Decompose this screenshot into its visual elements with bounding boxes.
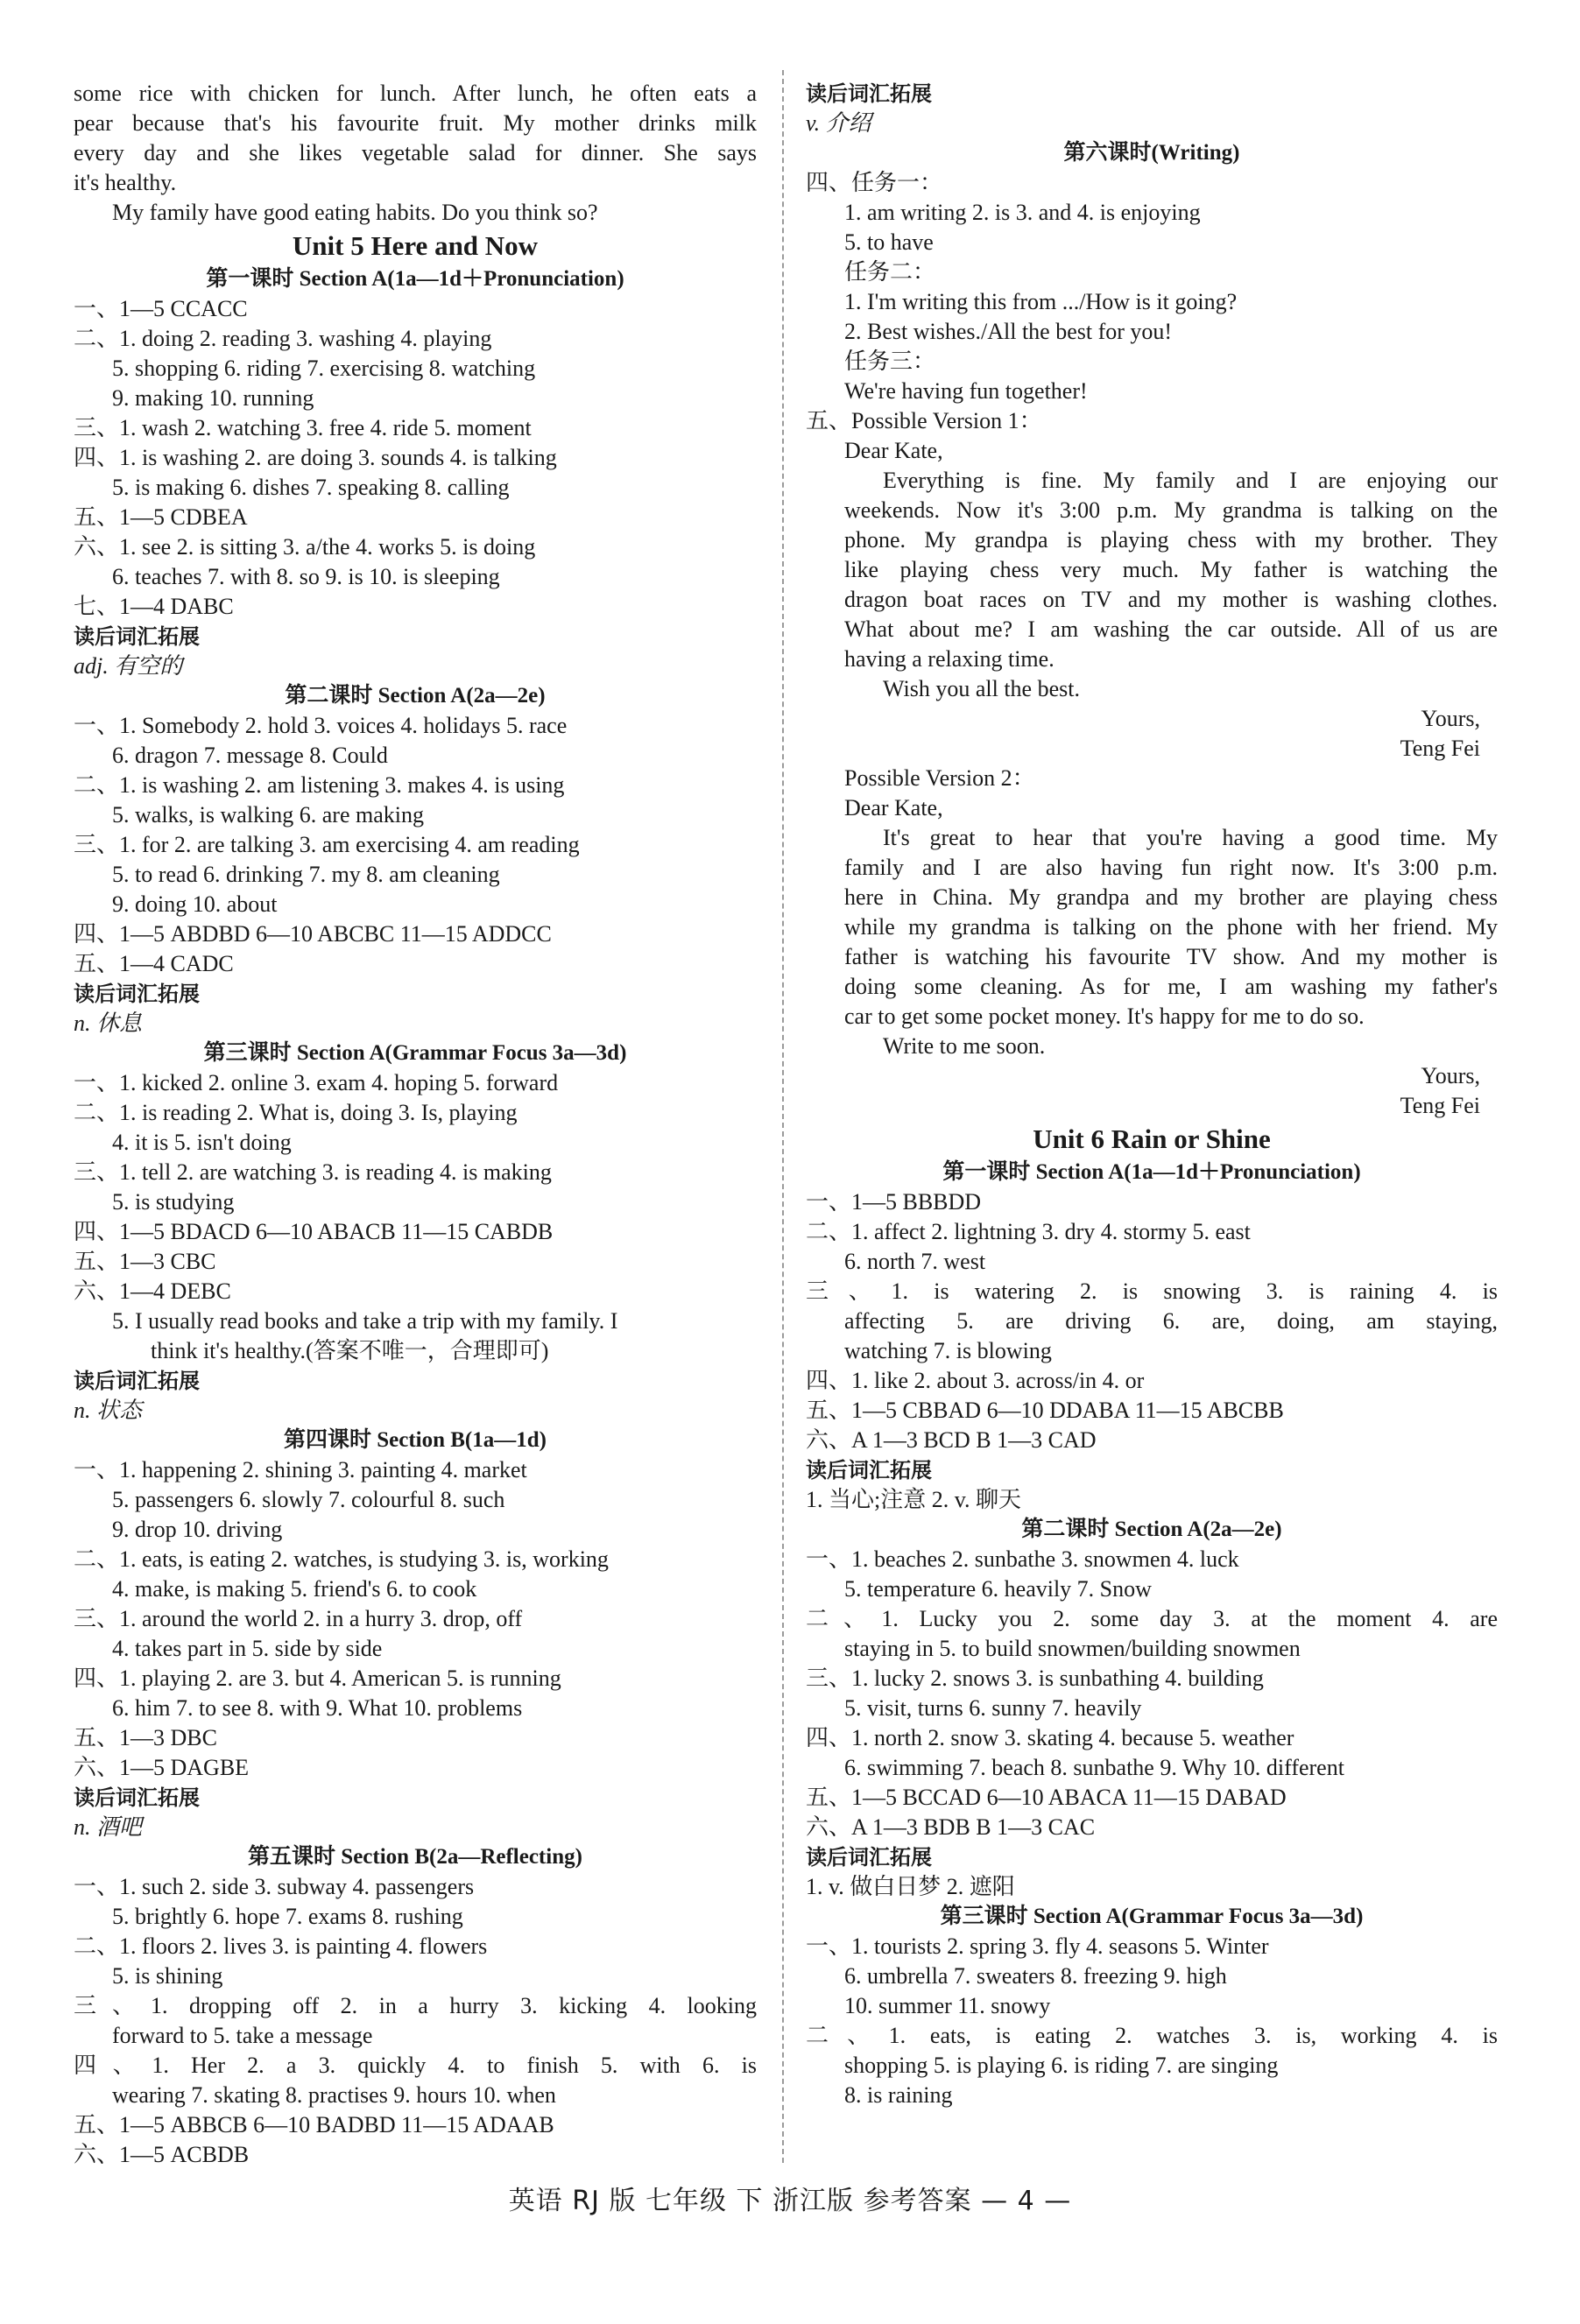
page-footer: 英语 RJ 版 七年级 下 浙江版 参考答案 — 4 — xyxy=(508,2186,1072,2216)
answer-line: 二、1. affect 2. lightning 3. dry 4. stormy 5. east xyxy=(806,1219,1251,1244)
lesson-heading: 第二课时 Section A(2a—2e) xyxy=(1021,1518,1282,1541)
answer-line: 四、任务一： xyxy=(806,170,943,195)
answer-line: 三、1. tell 2. are watching 3. is reading 4. is making xyxy=(74,1159,552,1185)
answer-line: 五、Possible Version 1： xyxy=(806,408,1042,433)
answer-line: Yours, xyxy=(1421,1063,1480,1088)
answer-line: 二、1. is washing 2. am listening 3. makes 4. is using xyxy=(74,772,565,798)
answer-line: 5. visit, turns 6. sunny 7. heavily xyxy=(844,1695,1142,1721)
answer-line: Teng Fei xyxy=(1400,1093,1480,1118)
answer-line: 5. temperature 6. heavily 7. Snow xyxy=(844,1576,1152,1602)
vocab-extension-heading: 读后词汇拓展 xyxy=(806,81,932,106)
answer-line: 二、1. doing 2. reading 3. washing 4. playing xyxy=(74,326,492,351)
answer-line: 6. teaches 7. with 8. so 9. is 10. is sleeping xyxy=(112,564,500,589)
answer-line: 1. I'm writing this from .../How is it going? xyxy=(844,289,1238,314)
answer-line: 8. is raining xyxy=(844,2082,953,2108)
answer-line: think it's healthy.(答案不唯一，合理即可) xyxy=(151,1338,549,1363)
answer-line: 1. 当心;注意 2. v. 聊天 xyxy=(806,1487,1022,1512)
answer-line: 2. Best wishes./All the best for you! xyxy=(844,319,1173,344)
answer-line: while my grandma is talking on the phone with her friend. My xyxy=(844,914,1498,940)
answer-line: 二、1. floors 2. lives 3. is painting 4. flowers xyxy=(74,1933,488,1959)
left-column xyxy=(74,79,757,2170)
answer-line: 六、1—5 DAGBE xyxy=(74,1755,250,1780)
lesson-heading: 第二课时 Section A(2a—2e) xyxy=(285,684,546,708)
answer-line: 二、1. Lucky you 2. some day 3. at the moment 4. are xyxy=(806,1606,1498,1631)
answer-line: doing some cleaning. As for me, I am washing my father's xyxy=(844,974,1498,999)
vocab-extension-heading: 读后词汇拓展 xyxy=(74,624,200,649)
answer-line: We're having fun together! xyxy=(844,378,1088,404)
answer-line: 五、1—5 CDBEA xyxy=(74,504,248,530)
answer-line: staying in 5. to build snowmen/building snowmen xyxy=(844,1636,1301,1661)
answer-line: like playing chess very much. My father is watching the xyxy=(844,557,1498,582)
answer-line: 五、1—5 ABBCB 6—10 BADBD 11—15 ADAAB xyxy=(74,2112,554,2137)
answer-line: 5. shopping 6. riding 7. exercising 8. watching xyxy=(112,356,536,381)
answer-line: n. 休息 xyxy=(74,1011,143,1036)
answer-line: 五、1—4 CADC xyxy=(74,951,234,976)
answer-line: 1. am writing 2. is 3. and 4. is enjoying xyxy=(844,200,1201,225)
answer-line: 4. takes part in 5. side by side xyxy=(112,1636,383,1661)
answer-line: forward to 5. take a message xyxy=(112,2023,373,2048)
lesson-heading: 第一课时 Section A(1a—1d＋Pronunciation) xyxy=(942,1160,1361,1184)
answer-line: shopping 5. is playing 6. is riding 7. are singing xyxy=(844,2053,1279,2078)
answer-line: 5. walks, is walking 6. are making xyxy=(112,802,424,827)
answer-line: 一、1. kicked 2. online 3. exam 4. hoping 5. forward xyxy=(74,1070,559,1095)
answer-line: Dear Kate, xyxy=(844,438,943,463)
answer-line: affecting 5. are driving 6. are, doing, am staying, xyxy=(844,1308,1498,1334)
answer-line: some rice with chicken for lunch. After lunch, he often eats a xyxy=(74,81,757,106)
answer-line: Possible Version 2： xyxy=(844,765,1035,791)
answer-line: 5. is shining xyxy=(112,1963,223,1989)
answer-line: 4. it is 5. isn't doing xyxy=(112,1130,292,1155)
answer-line: 四、1. playing 2. are 3. but 4. American 5. is running xyxy=(74,1666,561,1691)
lesson-heading: 第五课时 Section B(2a—Reflecting) xyxy=(248,1845,582,1869)
unit-heading: Unit 6 Rain or Shine xyxy=(1033,1123,1271,1154)
answer-line: 三、1. lucky 2. snows 3. is sunbathing 4. building xyxy=(806,1666,1264,1691)
answer-line: 6. dragon 7. message 8. Could xyxy=(112,743,388,768)
answer-line: 三、1. is watering 2. is snowing 3. is raining 4. is xyxy=(806,1278,1498,1304)
answer-line: father is watching his favourite TV show. And my mother is xyxy=(844,944,1498,969)
answer-line: 六、A 1—3 BCD B 1—3 CAD xyxy=(806,1427,1097,1453)
lesson-heading: 第三课时 Section A(Grammar Focus 3a—3d) xyxy=(203,1041,627,1065)
answer-line: 5. to read 6. drinking 7. my 8. am cleaning xyxy=(112,862,500,887)
answer-line: family and I are also having fun right now. It's 3:00 p.m. xyxy=(844,855,1498,880)
answer-line: 5. is studying xyxy=(112,1189,235,1215)
answer-line: 七、1—4 DABC xyxy=(74,594,234,619)
answer-line: 六、1—4 DEBC xyxy=(74,1278,231,1304)
answer-line: car to get some pocket money. It's happy for me to do so. xyxy=(844,1004,1365,1029)
answer-line: Yours, xyxy=(1421,706,1480,731)
answer-line: 任务二： xyxy=(844,259,936,285)
answer-line: 5. I usually read books and take a trip with my family. I xyxy=(112,1308,618,1334)
answer-line: n. 状态 xyxy=(74,1398,143,1423)
answer-line: 四、1—5 ABDBD 6—10 ABCBC 11—15 ADDCC xyxy=(74,921,552,947)
answer-line: 6. umbrella 7. sweaters 8. freezing 9. high xyxy=(844,1963,1227,1989)
answer-line: What about me? I am washing the car outside. All of us are xyxy=(844,616,1498,642)
answer-line: Teng Fei xyxy=(1400,736,1480,761)
answer-line: 五、1—5 CBBAD 6—10 DDABA 11—15 ABCBB xyxy=(806,1398,1284,1423)
answer-line: 四、1—5 BDACD 6—10 ABACB 11—15 CABDB xyxy=(74,1219,554,1244)
answer-line: watching 7. is blowing xyxy=(844,1338,1052,1363)
vocab-extension-heading: 读后词汇拓展 xyxy=(806,1845,932,1870)
answer-line: 1. v. 做白日梦 2. 遮阳 xyxy=(806,1874,1015,1899)
answer-line: 三、1. wash 2. watching 3. free 4. ride 5. moment xyxy=(74,415,532,440)
lesson-heading: 第一课时 Section A(1a—1d＋Pronunciation) xyxy=(206,267,624,291)
answer-line: Dear Kate, xyxy=(844,795,943,820)
answer-line: My family have good eating habits. Do you think so? xyxy=(112,200,598,225)
answer-line: v. 介绍 xyxy=(806,110,871,136)
answer-line: 6. north 7. west xyxy=(844,1249,986,1274)
answer-line: 六、A 1—3 BDB B 1—3 CAC xyxy=(806,1814,1096,1840)
answer-line: dragon boat races on TV and my mother is washing clothes. xyxy=(844,587,1498,612)
answer-line: 六、1. see 2. is sitting 3. a/the 4. works 5. is doing xyxy=(74,534,536,560)
answer-line: 四、1. like 2. about 3. across/in 4. or xyxy=(806,1368,1145,1393)
answer-line: 9. doing 10. about xyxy=(112,891,278,917)
answer-line: 5. is making 6. dishes 7. speaking 8. calling xyxy=(112,475,510,500)
answer-line: 五、1—3 DBC xyxy=(74,1725,217,1750)
lesson-heading: 第三课时 Section A(Grammar Focus 3a—3d) xyxy=(940,1905,1364,1928)
answer-line: here in China. My grandpa and my brother are playing chess xyxy=(844,884,1498,910)
answer-line: 五、1—5 BCCAD 6—10 ABACA 11—15 DABAD xyxy=(806,1785,1287,1810)
lesson-heading: 第六课时(Writing) xyxy=(1063,141,1240,165)
answer-line: n. 酒吧 xyxy=(74,1814,143,1840)
answer-line: 9. drop 10. driving xyxy=(112,1517,283,1542)
answer-line: 三、1. around the world 2. in a hurry 3. drop, off xyxy=(74,1606,523,1631)
answer-line: 三、1. dropping off 2. in a hurry 3. kicking 4. looking xyxy=(74,1993,757,2018)
answer-line: 四、1. is washing 2. are doing 3. sounds 4. is talking xyxy=(74,445,557,470)
answer-line: 4. make, is making 5. friend's 6. to cook xyxy=(112,1576,477,1602)
answer-line: 一、1. such 2. side 3. subway 4. passengers xyxy=(74,1874,475,1899)
column-divider xyxy=(782,70,784,2163)
answer-line: It's great to hear that you're having a good time. My xyxy=(883,825,1498,850)
answer-line: every day and she likes vegetable salad for dinner. She says xyxy=(74,140,757,165)
answer-line: 10. summer 11. snowy xyxy=(844,1993,1051,2018)
answer-line: Wish you all the best. xyxy=(883,676,1080,701)
vocab-extension-heading: 读后词汇拓展 xyxy=(74,1785,200,1810)
answer-line: 6. him 7. to see 8. with 9. What 10. problems xyxy=(112,1695,523,1721)
answer-line: 一、1—5 CCACC xyxy=(74,296,248,321)
vocab-extension-heading: 读后词汇拓展 xyxy=(806,1458,932,1482)
answer-line: 一、1. Somebody 2. hold 3. voices 4. holidays 5. race xyxy=(74,713,568,738)
answer-line: 二、1. eats, is eating 2. watches 3. is, working 4. is xyxy=(806,2023,1498,2048)
answer-line: 5. to have xyxy=(844,229,934,255)
answer-line: 一、1. tourists 2. spring 3. fly 4. seasons 5. Winter xyxy=(806,1933,1269,1959)
unit-heading: Unit 5 Here and Now xyxy=(292,230,539,261)
answer-line: having a relaxing time. xyxy=(844,646,1055,672)
answer-line: Write to me soon. xyxy=(883,1033,1046,1059)
answer-line: 5. passengers 6. slowly 7. colourful 8. such xyxy=(112,1487,505,1512)
answer-line: it's healthy. xyxy=(74,170,177,195)
answer-line: pear because that's his favourite fruit. My mother drinks milk xyxy=(74,110,757,136)
answer-line: 一、1. beaches 2. sunbathe 3. snowmen 4. luck xyxy=(806,1546,1239,1572)
answer-line: 二、1. eats, is eating 2. watches, is studying 3. is, working xyxy=(74,1546,609,1572)
answer-line: 一、1—5 BBBDD xyxy=(806,1189,982,1215)
answer-line: 四、1. Her 2. a 3. quickly 4. to finish 5. with 6. is xyxy=(74,2053,757,2078)
answer-line: 四、1. north 2. snow 3. skating 4. because 5. weather xyxy=(806,1725,1294,1750)
answer-line: 三、1. for 2. are talking 3. am exercising 4. am reading xyxy=(74,832,580,857)
answer-line: weekends. Now it's 3:00 p.m. My grandma is talking on the xyxy=(844,497,1498,523)
answer-line: 5. brightly 6. hope 7. exams 8. rushing xyxy=(112,1904,463,1929)
answer-line: 二、1. is reading 2. What is, doing 3. Is, playing xyxy=(74,1100,518,1125)
answer-line: wearing 7. skating 8. practises 9. hours 10. when xyxy=(112,2082,556,2108)
lesson-heading: 第四课时 Section B(1a—1d) xyxy=(283,1428,547,1452)
vocab-extension-heading: 读后词汇拓展 xyxy=(74,1369,200,1393)
answer-line: adj. 有空的 xyxy=(74,653,183,679)
answer-line: 6. swimming 7. beach 8. sunbathe 9. Why 10. different xyxy=(844,1755,1344,1780)
answer-line: 六、1—5 ACBDB xyxy=(74,2142,250,2167)
answer-line: 五、1—3 CBC xyxy=(74,1249,216,1274)
answer-line: phone. My grandpa is playing chess with my brother. They xyxy=(844,527,1498,553)
vocab-extension-heading: 读后词汇拓展 xyxy=(74,982,200,1006)
answer-line: 一、1. happening 2. shining 3. painting 4. market xyxy=(74,1457,527,1482)
answer-line: Everything is fine. My family and I are enjoying our xyxy=(883,468,1498,493)
right-column xyxy=(806,79,1498,2110)
answer-line: 任务三： xyxy=(844,349,936,374)
answer-line: 9. making 10. running xyxy=(112,385,314,411)
